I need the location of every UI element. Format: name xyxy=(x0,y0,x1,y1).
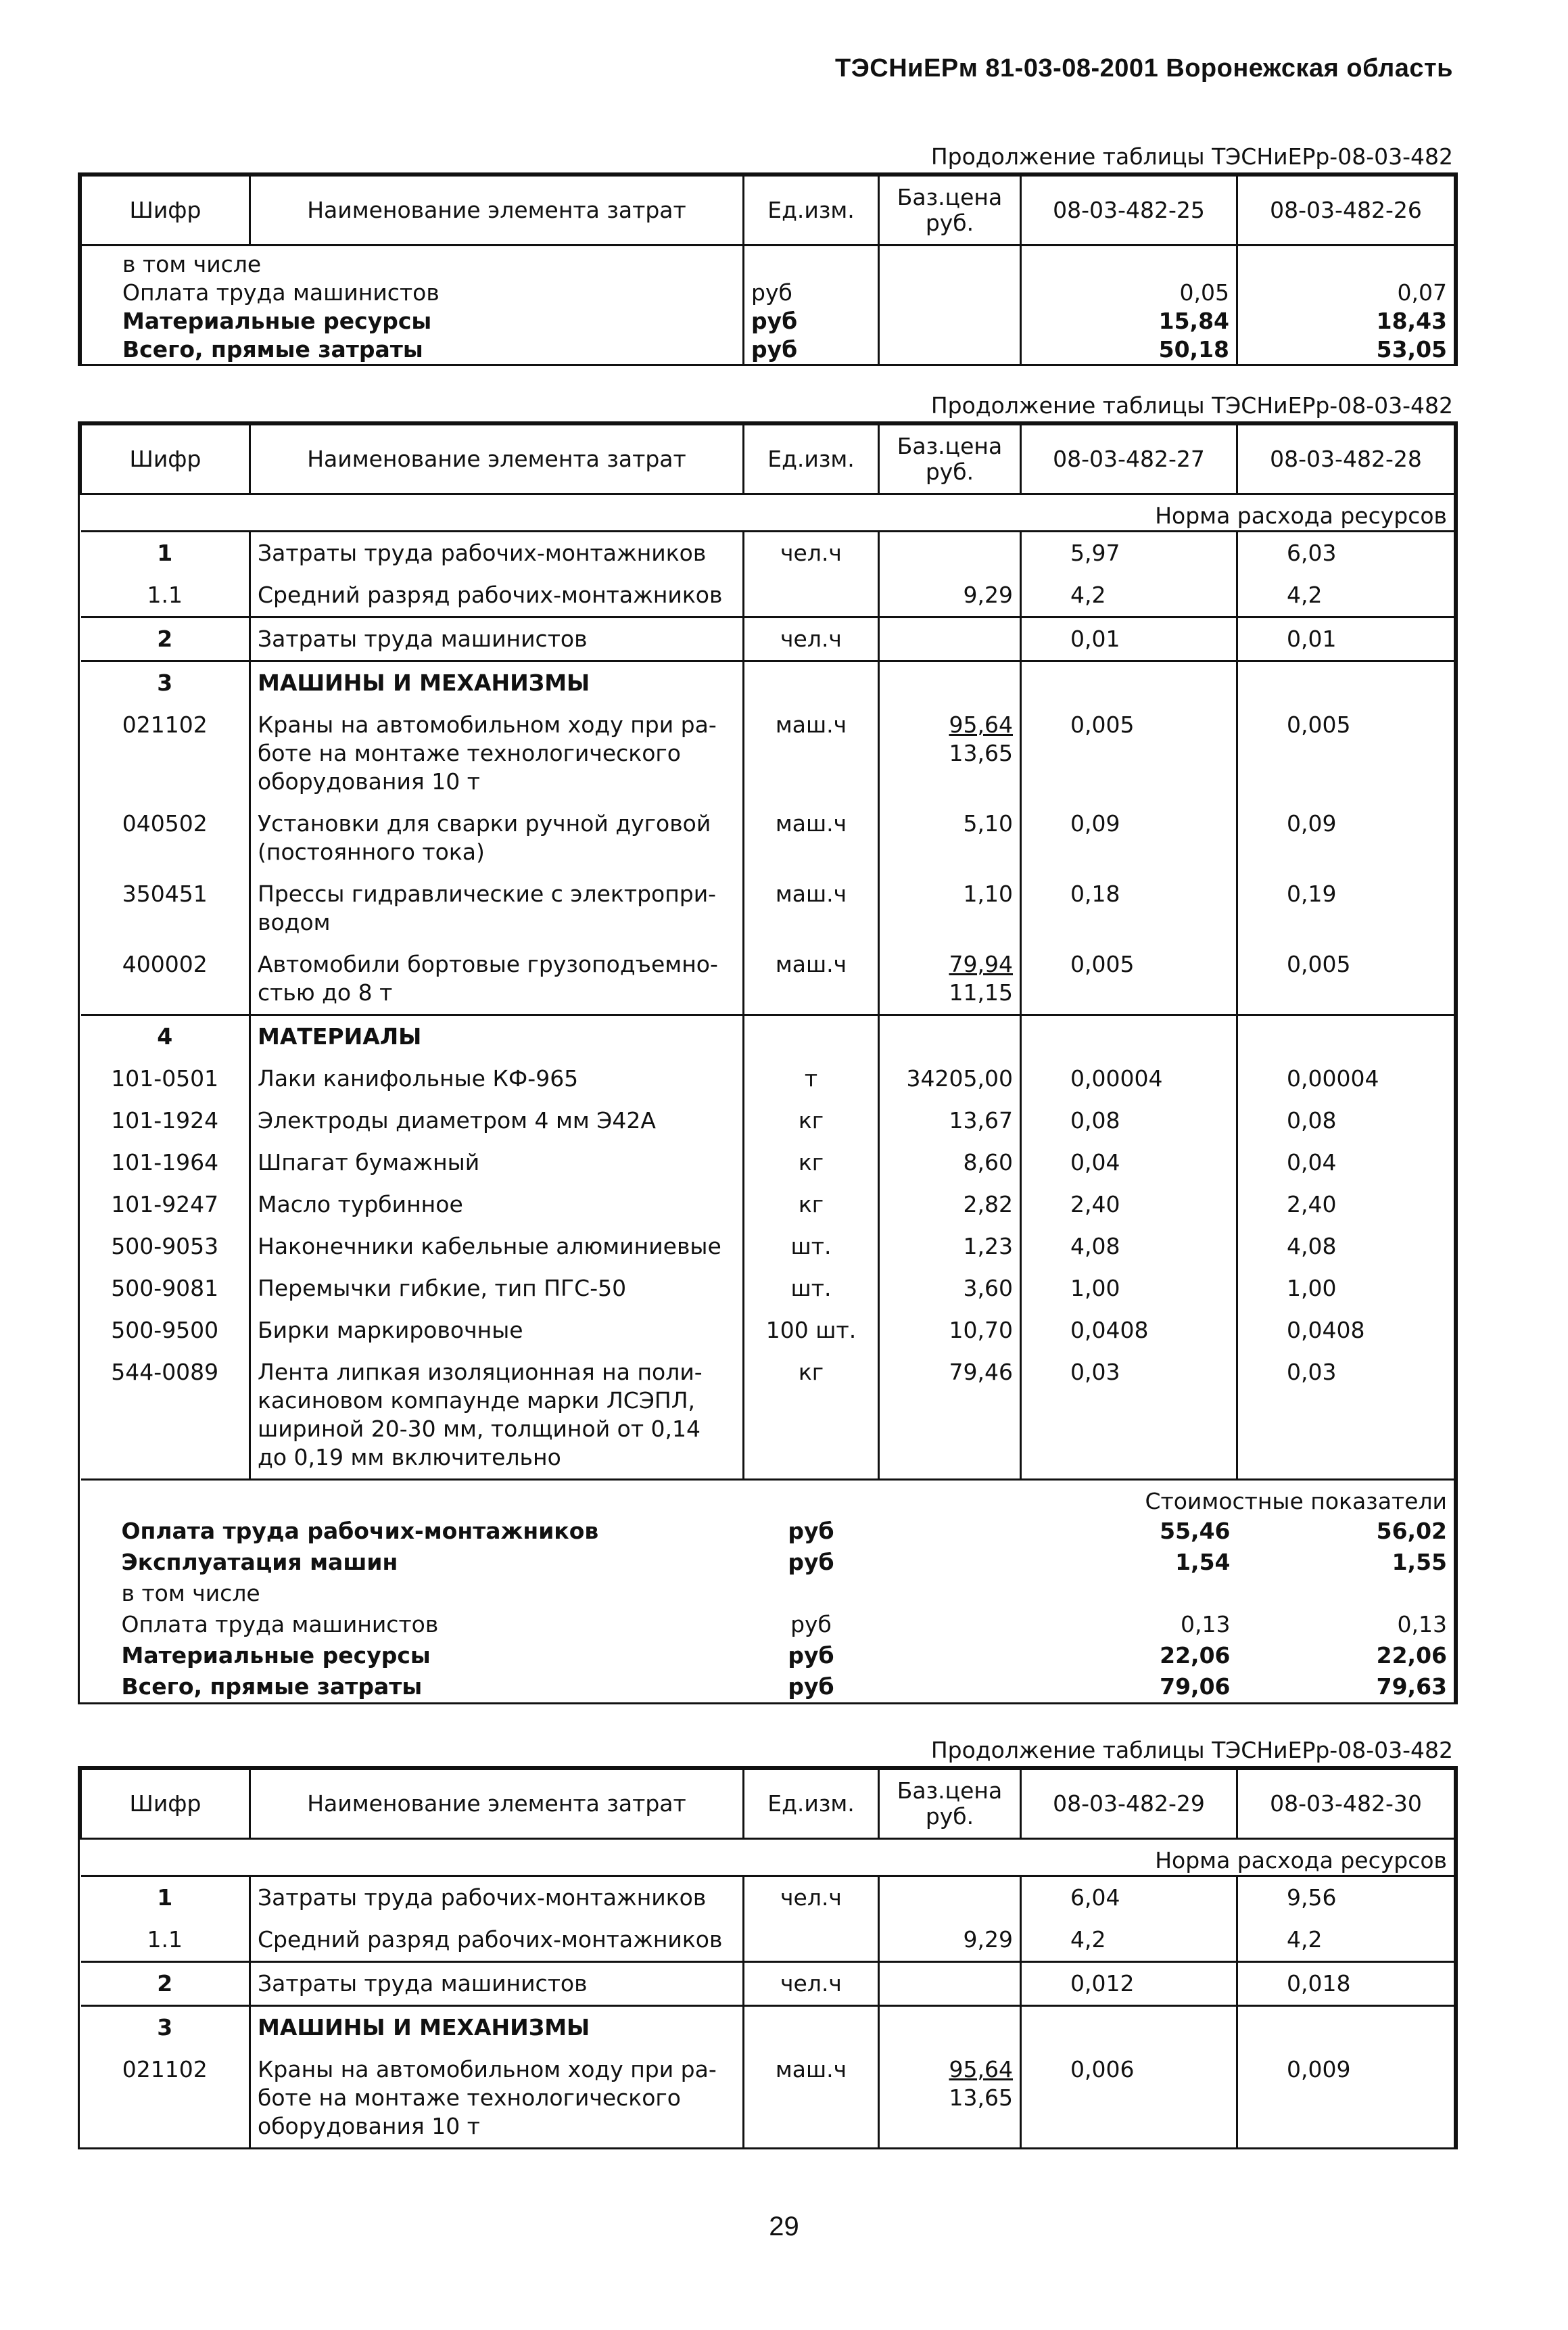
cost-name: в том числе xyxy=(121,1580,260,1606)
norma-label: Норма расхода ресурсов xyxy=(81,1839,1455,1876)
table-row xyxy=(81,1267,1455,1309)
value-b: 0,005 xyxy=(1237,943,1455,1015)
value-b: 0,00004 xyxy=(1237,1058,1455,1100)
value-b: 18,43 xyxy=(1237,307,1455,335)
row-unit: кг xyxy=(744,1351,879,1480)
col-unit-header: Ед.изм. xyxy=(744,176,879,246)
row-unit: 100 шт. xyxy=(744,1309,879,1351)
unit: руб xyxy=(788,1642,834,1669)
value-b: 0,07 xyxy=(1237,279,1455,307)
row-unit: маш.ч xyxy=(744,873,879,943)
price-main: 95,64 xyxy=(949,2056,1013,2082)
table-row xyxy=(81,1876,1455,1919)
table-2-body xyxy=(81,532,1455,1480)
value-a: 0,09 xyxy=(1021,803,1237,873)
col-a-header: 08-03-482-27 xyxy=(1021,425,1237,494)
value-b: 0,04 xyxy=(1237,1142,1455,1184)
value-b xyxy=(1237,1578,1455,1609)
table-2 xyxy=(80,423,1456,1702)
row-unit: маш.ч xyxy=(744,803,879,873)
price xyxy=(879,1609,1021,1640)
row-unit: кг xyxy=(744,1184,879,1226)
price-secondary: 13,65 xyxy=(949,2084,1013,2111)
value-a: 0,01 xyxy=(1021,618,1237,661)
value-b: 0,018 xyxy=(1237,1962,1455,2006)
table-1 xyxy=(80,174,1456,364)
row-name: Затраты труда рабочих-монтажников xyxy=(250,532,744,575)
price-main: 95,64 xyxy=(949,712,1013,738)
row-code: 4 xyxy=(81,1015,250,1058)
cost-name: Оплата труда машинистов xyxy=(121,1611,439,1637)
row-code: 1 xyxy=(81,532,250,575)
value-b: 0,01 xyxy=(1237,618,1455,661)
value-a: 0,00004 xyxy=(1021,1058,1237,1100)
value-b: 22,06 xyxy=(1237,1640,1455,1671)
price xyxy=(879,1547,1021,1578)
row-code: 021102 xyxy=(122,2056,208,2082)
table-row xyxy=(81,1226,1455,1267)
price xyxy=(879,335,1021,364)
cost-name: Оплата труда рабочих-монтажников xyxy=(121,1518,599,1544)
row-name: Средний разряд рабочих-монтажников xyxy=(250,1919,744,1962)
price-secondary: 11,15 xyxy=(949,979,1013,1006)
row-code: 3 xyxy=(81,2006,250,2049)
row-code: 101-1924 xyxy=(111,1107,219,1134)
table-row xyxy=(81,1184,1455,1226)
row-name: Наконечники кабельные алюминиевые xyxy=(250,1226,744,1267)
row-code: 350451 xyxy=(122,881,208,907)
value-a: 0,005 xyxy=(1021,704,1237,803)
value-b: 0,03 xyxy=(1237,1351,1455,1480)
row-name: МАШИНЫ И МЕХАНИЗМЫ xyxy=(250,661,744,705)
row-price xyxy=(879,2006,1021,2049)
row-code: 101-1964 xyxy=(111,1149,219,1175)
page-number: 29 xyxy=(769,2212,799,2241)
row-price xyxy=(879,704,1021,803)
col-unit-header: Ед.изм. xyxy=(744,1769,879,1839)
value-a: 0,04 xyxy=(1021,1142,1237,1184)
row-price xyxy=(879,1015,1021,1058)
row-price: 8,60 xyxy=(879,1142,1021,1184)
row-name: Масло турбинное xyxy=(250,1184,744,1226)
cost-name: Эксплуатация машин xyxy=(121,1549,398,1575)
cost-row xyxy=(81,1516,1455,1547)
row-name: Установки для сварки ручной дуговой (постоянного тока) xyxy=(250,803,744,873)
value-a: 0,08 xyxy=(1021,1100,1237,1142)
table-row xyxy=(81,307,1455,335)
row-price: 2,82 xyxy=(879,1184,1021,1226)
col-name-header: Наименование элемента затрат xyxy=(250,1769,744,1839)
value-a: 0,13 xyxy=(1181,1611,1231,1637)
unit: руб xyxy=(788,1518,834,1544)
table-1-caption: Продолжение таблицы ТЭСНиЕРр-08-03-482 xyxy=(930,143,1453,170)
row-unit: кг xyxy=(744,1100,879,1142)
col-code-header: Шифр xyxy=(81,1769,250,1839)
row-code: 2 xyxy=(81,618,250,661)
table-1-body xyxy=(81,246,1455,365)
col-a-header: 08-03-482-25 xyxy=(1021,176,1237,246)
row-code: 500-9500 xyxy=(111,1317,219,1343)
table-2-header-row xyxy=(81,425,1455,494)
value-a: 0,012 xyxy=(1021,1962,1237,2006)
value-a: 0,005 xyxy=(1021,943,1237,1015)
value-a: 0,18 xyxy=(1021,873,1237,943)
value-b: 0,009 xyxy=(1237,2049,1455,2147)
norma-label-row xyxy=(81,494,1455,532)
row-unit: чел.ч xyxy=(744,1962,879,2006)
row-name: Средний разряд рабочих-монтажников xyxy=(250,574,744,618)
price xyxy=(879,1640,1021,1671)
value-b xyxy=(1237,2006,1455,2049)
table-row xyxy=(81,618,1455,661)
row-price xyxy=(879,618,1021,661)
row-price: 13,67 xyxy=(879,1100,1021,1142)
row-name: Автомобили бортовые грузоподъемно-стью до 8 т xyxy=(250,943,744,1015)
row-unit: шт. xyxy=(744,1267,879,1309)
row-price: 9,29 xyxy=(879,1919,1021,1962)
unit xyxy=(744,1578,879,1609)
row-price xyxy=(879,532,1021,575)
row-code: 500-9053 xyxy=(111,1233,219,1259)
col-price-header: Баз.цена руб. xyxy=(879,1769,1021,1839)
cost-name: Оплата труда машинистов xyxy=(81,279,744,307)
value-a: 1,54 xyxy=(1175,1549,1231,1575)
table-row xyxy=(81,2049,1455,2147)
table-row xyxy=(81,574,1455,618)
cost-label: Стоимостные показатели xyxy=(81,1480,1455,1516)
value-a: 15,84 xyxy=(1021,307,1237,335)
row-unit xyxy=(744,2006,879,2049)
row-name: МАШИНЫ И МЕХАНИЗМЫ xyxy=(250,2006,744,2049)
row-price: 10,70 xyxy=(879,1309,1021,1351)
row-name: Затраты труда рабочих-монтажников xyxy=(250,1876,744,1919)
value-b: 0,08 xyxy=(1237,1100,1455,1142)
row-unit: чел.ч xyxy=(744,1876,879,1919)
table-row xyxy=(81,1962,1455,2006)
table-row xyxy=(81,279,1455,307)
value-b xyxy=(1237,1015,1455,1058)
cost-name: Материальные ресурсы xyxy=(81,307,744,335)
row-unit: кг xyxy=(744,1142,879,1184)
col-price-header: Баз.цена руб. xyxy=(879,425,1021,494)
value-a: 2,40 xyxy=(1021,1184,1237,1226)
value-b: 53,05 xyxy=(1237,335,1455,364)
row-unit: маш.ч xyxy=(744,2049,879,2147)
value-a: 0,006 xyxy=(1021,2049,1237,2147)
row-price: 3,60 xyxy=(879,1267,1021,1309)
unit: руб xyxy=(788,1673,834,1700)
table-row xyxy=(81,1351,1455,1480)
table-row xyxy=(81,873,1455,943)
norma-label-row xyxy=(81,1839,1455,1876)
value-b: 0,0408 xyxy=(1237,1309,1455,1351)
unit: руб xyxy=(788,1549,834,1575)
col-b-header: 08-03-482-30 xyxy=(1237,1769,1455,1839)
price xyxy=(879,1578,1021,1609)
price xyxy=(879,1671,1021,1702)
row-price: 5,10 xyxy=(879,803,1021,873)
table-1-header-row xyxy=(81,176,1455,246)
row-unit xyxy=(744,661,879,705)
cost-label-row xyxy=(81,1480,1455,1516)
row-name: Бирки маркировочные xyxy=(250,1309,744,1351)
cost-row xyxy=(81,1640,1455,1671)
price-secondary: 13,65 xyxy=(949,740,1013,766)
price xyxy=(879,1516,1021,1547)
row-code: 1 xyxy=(81,1876,250,1919)
table-row xyxy=(81,1142,1455,1184)
row-name: Затраты труда машинистов xyxy=(250,618,744,661)
table-3-caption: Продолжение таблицы ТЭСНиЕРр-08-03-482 xyxy=(930,1737,1453,1763)
row-name: Краны на автомобильном ходу при ра-боте на монтаже технологического оборудования 10 т xyxy=(250,704,744,803)
row-unit xyxy=(744,574,879,618)
value-b: 79,63 xyxy=(1237,1671,1455,1702)
cost-row xyxy=(81,1578,1455,1609)
value-a xyxy=(1021,246,1237,279)
value-b xyxy=(1237,246,1455,279)
value-b: 4,08 xyxy=(1237,1226,1455,1267)
norma-label: Норма расхода ресурсов xyxy=(81,494,1455,532)
row-code: 1.1 xyxy=(147,1926,183,1953)
value-b: 4,2 xyxy=(1237,574,1455,618)
value-b: 0,13 xyxy=(1237,1609,1455,1640)
price xyxy=(879,246,1021,279)
table-row xyxy=(81,1309,1455,1351)
row-code: 101-9247 xyxy=(111,1191,219,1217)
row-name: Краны на автомобильном ходу при ра-боте на монтаже технологического оборудования 10 т xyxy=(250,2049,744,2147)
value-b: 1,55 xyxy=(1237,1547,1455,1578)
unit: руб xyxy=(744,335,879,364)
document-header-title: ТЭСНиЕРм 81-03-08-2001 Воронежская область xyxy=(835,54,1453,83)
row-price xyxy=(879,661,1021,705)
row-name: Лента липкая изоляционная на поли-касиновом компаунде марки ЛСЭПЛ, шириной 20-30 мм, толщиной от 0,14 до 0,19 мм включительно xyxy=(250,1351,744,1480)
table-row xyxy=(81,2006,1455,2049)
row-unit: т xyxy=(744,1058,879,1100)
value-b: 0,19 xyxy=(1237,873,1455,943)
value-a: 0,05 xyxy=(1021,279,1237,307)
row-name: Прессы гидравлические с электропри-водом xyxy=(250,873,744,943)
row-unit xyxy=(744,1919,879,1962)
table-row xyxy=(81,661,1455,705)
cost-name: Всего, прямые затраты xyxy=(81,335,744,364)
value-a: 4,2 xyxy=(1021,574,1237,618)
table-row xyxy=(81,1100,1455,1142)
table-row xyxy=(81,335,1455,364)
row-code: 101-0501 xyxy=(111,1065,219,1092)
row-code: 500-9081 xyxy=(111,1275,219,1301)
row-price xyxy=(879,943,1021,1015)
value-a: 0,0408 xyxy=(1021,1309,1237,1351)
value-b: 56,02 xyxy=(1237,1516,1455,1547)
cost-row xyxy=(81,1547,1455,1578)
value-a: 4,2 xyxy=(1021,1919,1237,1962)
value-a xyxy=(1021,1015,1237,1058)
unit xyxy=(744,246,879,279)
value-b: 9,56 xyxy=(1237,1876,1455,1919)
price xyxy=(879,279,1021,307)
row-name: Шпагат бумажный xyxy=(250,1142,744,1184)
cost-row xyxy=(81,1609,1455,1640)
row-unit: чел.ч xyxy=(744,618,879,661)
col-name-header: Наименование элемента затрат xyxy=(250,425,744,494)
value-b: 2,40 xyxy=(1237,1184,1455,1226)
col-name-header: Наименование элемента затрат xyxy=(250,176,744,246)
row-unit: шт. xyxy=(744,1226,879,1267)
row-price: 1,23 xyxy=(879,1226,1021,1267)
row-unit: маш.ч xyxy=(744,704,879,803)
row-name: Перемычки гибкие, тип ПГС-50 xyxy=(250,1267,744,1309)
col-code-header: Шифр xyxy=(81,176,250,246)
row-unit xyxy=(744,1015,879,1058)
table-3 xyxy=(80,1768,1456,2147)
cost-name: Материальные ресурсы xyxy=(121,1642,431,1669)
col-price-header: Баз.цена руб. xyxy=(879,176,1021,246)
value-a xyxy=(1021,1578,1237,1609)
table-row xyxy=(81,532,1455,575)
col-b-header: 08-03-482-26 xyxy=(1237,176,1455,246)
value-b: 0,09 xyxy=(1237,803,1455,873)
value-a xyxy=(1021,661,1237,705)
row-unit: маш.ч xyxy=(744,943,879,1015)
col-code-header: Шифр xyxy=(81,425,250,494)
value-a: 55,46 xyxy=(1160,1518,1231,1544)
table-row xyxy=(81,1058,1455,1100)
row-price xyxy=(879,1962,1021,2006)
table-row xyxy=(81,704,1455,803)
table-row xyxy=(81,246,1455,279)
table-2-caption: Продолжение таблицы ТЭСНиЕРр-08-03-482 xyxy=(930,392,1453,419)
row-code: 1.1 xyxy=(147,582,183,608)
row-price: 34205,00 xyxy=(879,1058,1021,1100)
value-a: 0,03 xyxy=(1021,1351,1237,1480)
cost-name: в том числе xyxy=(81,246,744,279)
value-b: 1,00 xyxy=(1237,1267,1455,1309)
row-code: 544-0089 xyxy=(111,1359,219,1385)
unit: руб xyxy=(744,279,879,307)
row-price xyxy=(879,1876,1021,1919)
value-a: 6,04 xyxy=(1021,1876,1237,1919)
table-3-body xyxy=(81,1876,1455,2148)
cost-name: Всего, прямые затраты xyxy=(121,1673,423,1700)
value-a: 5,97 xyxy=(1021,532,1237,575)
row-code: 040502 xyxy=(122,810,208,837)
value-b xyxy=(1237,661,1455,705)
value-a: 4,08 xyxy=(1021,1226,1237,1267)
value-a: 1,00 xyxy=(1021,1267,1237,1309)
unit: руб xyxy=(790,1611,832,1637)
unit: руб xyxy=(744,307,879,335)
row-price xyxy=(879,2049,1021,2147)
table-3-header-row xyxy=(81,1769,1455,1839)
value-b: 6,03 xyxy=(1237,532,1455,575)
value-a: 22,06 xyxy=(1160,1642,1231,1669)
value-b: 4,2 xyxy=(1237,1919,1455,1962)
row-code: 400002 xyxy=(122,951,208,977)
row-code: 3 xyxy=(81,661,250,705)
row-name: Лаки канифольные КФ-965 xyxy=(250,1058,744,1100)
table-row xyxy=(81,803,1455,873)
col-a-header: 08-03-482-29 xyxy=(1021,1769,1237,1839)
row-price: 1,10 xyxy=(879,873,1021,943)
table-row xyxy=(81,943,1455,1015)
row-code: 021102 xyxy=(122,712,208,738)
value-a: 79,06 xyxy=(1160,1673,1231,1700)
table-row xyxy=(81,1015,1455,1058)
table-row xyxy=(81,1919,1455,1962)
cost-row xyxy=(81,1671,1455,1702)
row-name: Электроды диаметром 4 мм Э42А xyxy=(250,1100,744,1142)
table-2-cost-body xyxy=(81,1516,1455,1702)
row-code: 2 xyxy=(81,1962,250,2006)
col-b-header: 08-03-482-28 xyxy=(1237,425,1455,494)
row-name: Затраты труда машинистов xyxy=(250,1962,744,2006)
row-price: 79,46 xyxy=(879,1351,1021,1480)
price xyxy=(879,307,1021,335)
row-price: 9,29 xyxy=(879,574,1021,618)
value-a: 50,18 xyxy=(1021,335,1237,364)
value-a xyxy=(1021,2006,1237,2049)
price-main: 79,94 xyxy=(949,951,1013,977)
row-unit: чел.ч xyxy=(744,532,879,575)
col-unit-header: Ед.изм. xyxy=(744,425,879,494)
row-name: МАТЕРИАЛЫ xyxy=(250,1015,744,1058)
value-b: 0,005 xyxy=(1237,704,1455,803)
